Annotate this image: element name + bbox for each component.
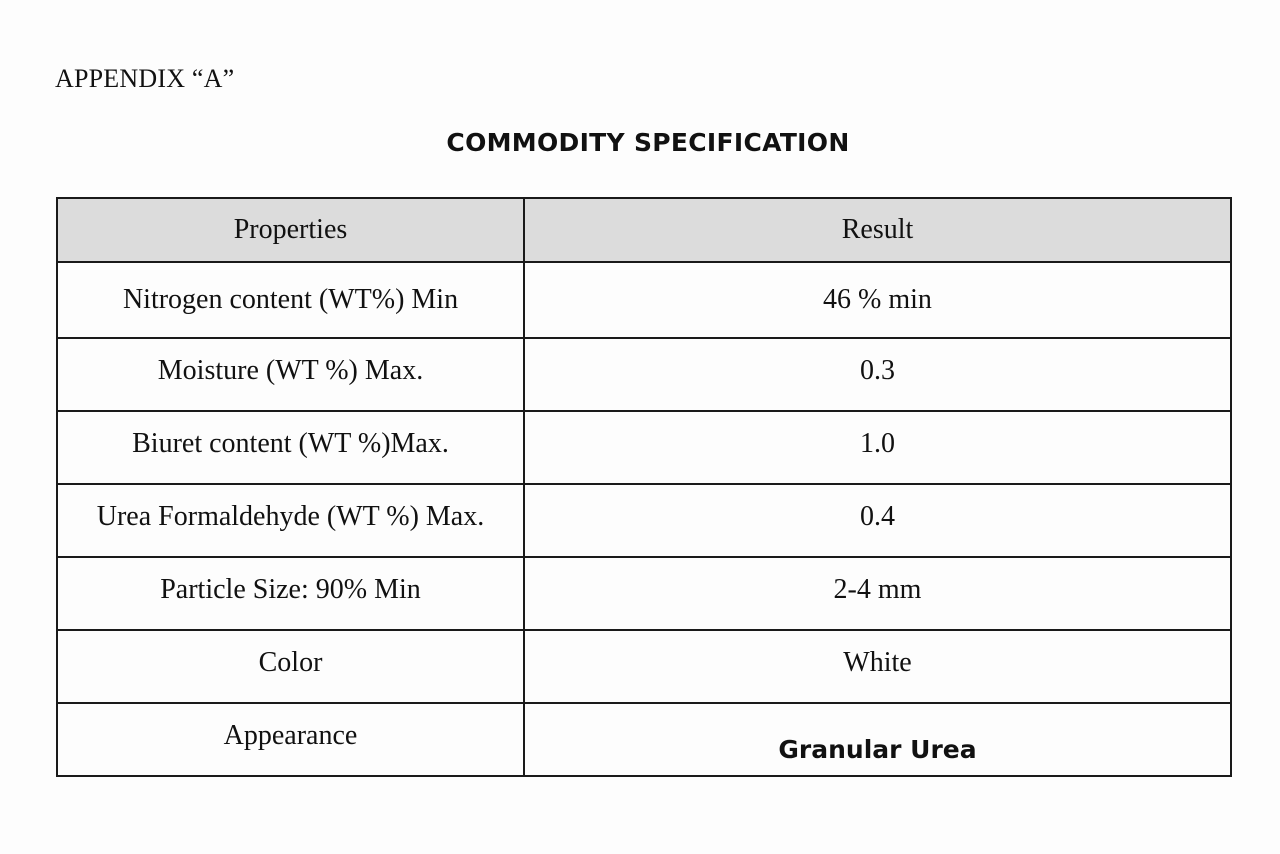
appendix-label: APPENDIX “A”	[55, 64, 235, 93]
table-row	[57, 262, 1231, 338]
result-cell	[524, 484, 1231, 557]
property-text: Color	[258, 646, 323, 678]
table-row	[57, 411, 1231, 484]
table-row	[57, 557, 1231, 630]
result-text: 1.0	[860, 427, 895, 459]
property-text: Urea Formaldehyde (WT %) Max.	[96, 500, 485, 532]
property-text: Appearance	[223, 719, 358, 751]
specification-table	[56, 197, 1232, 777]
property-text: Moisture (WT %) Max.	[157, 354, 424, 386]
result-cell	[524, 703, 1231, 776]
result-cell: 46 % min	[524, 262, 1231, 338]
result-text: 0.3	[860, 354, 895, 386]
result-text: Granular Urea	[778, 734, 977, 764]
property-cell	[57, 630, 524, 703]
property-text: Biuret content (WT %)Max.	[132, 427, 449, 459]
property-cell	[57, 484, 524, 557]
column-header-properties: Properties	[57, 198, 524, 262]
document-title: COMMODITY SPECIFICATION	[446, 128, 850, 157]
table-row	[57, 338, 1231, 411]
table-header-row	[57, 198, 1231, 262]
column-header-result: Result	[524, 198, 1231, 262]
property-cell	[57, 557, 524, 630]
property-cell	[57, 411, 524, 484]
table-row	[57, 484, 1231, 557]
property-cell: Nitrogen content (WT%) Min	[57, 262, 524, 338]
property-cell	[57, 703, 524, 776]
result-text: 0.4	[860, 500, 895, 532]
result-cell	[524, 630, 1231, 703]
table-row	[57, 703, 1231, 776]
result-cell	[524, 338, 1231, 411]
result-text: White	[843, 646, 912, 678]
result-cell	[524, 411, 1231, 484]
result-text: 2-4 mm	[833, 573, 922, 605]
property-cell	[57, 338, 524, 411]
table-row	[57, 630, 1231, 703]
result-cell	[524, 557, 1231, 630]
property-text: Particle Size: 90% Min	[160, 573, 421, 605]
